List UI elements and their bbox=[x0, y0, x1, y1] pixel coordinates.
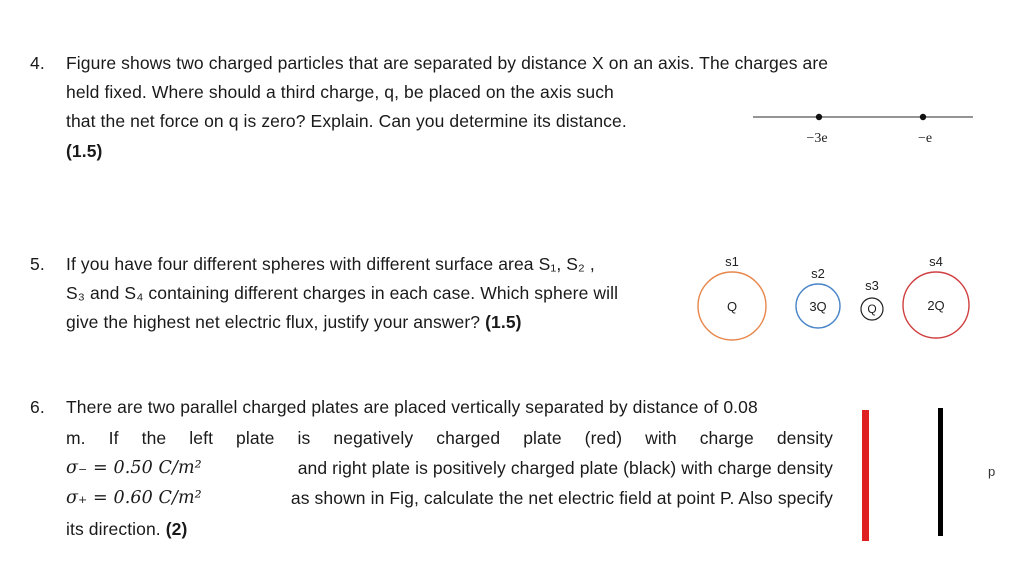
charge-left-dot bbox=[816, 114, 822, 120]
question-6-line-3-text: and right plate is positively charged plate (black) with charge density bbox=[297, 458, 833, 478]
sigma-minus-formula: σ₋ = 0.50 C/m² bbox=[66, 458, 202, 478]
question-6-line-1: There are two parallel charged plates are placed vertically separated by distance of 0.08 bbox=[66, 397, 758, 417]
sigma-plus-formula: σ₊ = 0.60 C/m² bbox=[66, 488, 202, 508]
question-6-number: 6. bbox=[30, 397, 45, 417]
question-6-line-3 bbox=[66, 454, 833, 484]
sphere-4-label: s4 bbox=[929, 254, 943, 269]
sphere-2-label: s2 bbox=[811, 266, 825, 281]
sphere-3-label: s3 bbox=[865, 278, 879, 293]
question-4-line-3: that the net force on q is zero? Explain. Can you determine its distance. bbox=[66, 111, 627, 131]
question-6-line-4-text: as shown in Fig, calculate the net electric field at point P. Also specify bbox=[290, 488, 833, 508]
sphere-1-charge: Q bbox=[726, 299, 738, 314]
question-4-number: 4. bbox=[30, 53, 45, 73]
charge-right-label: −e bbox=[917, 131, 933, 146]
question-6-line-2: m. If the left plate is negatively charged plate (red) with charge density bbox=[66, 428, 833, 448]
left-plate-red bbox=[862, 410, 869, 541]
question-4-line-2: held fixed. Where should a third charge, q, be placed on the axis such bbox=[66, 82, 614, 102]
question-6-line-4 bbox=[66, 484, 833, 514]
question-5-line-1: If you have four different spheres with different surface area S₁, S₂ , bbox=[66, 254, 595, 274]
right-plate-black bbox=[938, 408, 943, 536]
sphere-1-label: s1 bbox=[725, 254, 739, 269]
question-5-figure bbox=[690, 248, 980, 358]
question-5-line-3-text: give the highest net electric flux, justify your answer? bbox=[66, 312, 481, 332]
sphere-3-charge: Q bbox=[867, 302, 877, 316]
question-4-figure bbox=[745, 105, 985, 155]
question-5-line-2: S₃ and S₄ containing different charges in each case. Which sphere will bbox=[66, 283, 619, 303]
charge-left-label: −3e bbox=[806, 131, 828, 146]
question-4-line-1: Figure shows two charged particles that are separated by distance X on an axis. The charges are bbox=[66, 53, 829, 73]
question-5-line-3 bbox=[66, 308, 522, 338]
sphere-2-charge: 3Q bbox=[809, 299, 827, 314]
question-5-number: 5. bbox=[30, 254, 45, 274]
question-6-line-5-text: its direction. bbox=[66, 519, 161, 539]
question-4-marks: (1.5) bbox=[66, 141, 103, 161]
point-p-label: p bbox=[988, 464, 996, 479]
question-6-marks: (2) bbox=[165, 519, 188, 539]
question-6-line-5 bbox=[66, 515, 187, 545]
sphere-4-charge: 2Q bbox=[927, 298, 945, 313]
question-5-marks: (1.5) bbox=[485, 312, 522, 332]
charge-right-dot bbox=[920, 114, 926, 120]
